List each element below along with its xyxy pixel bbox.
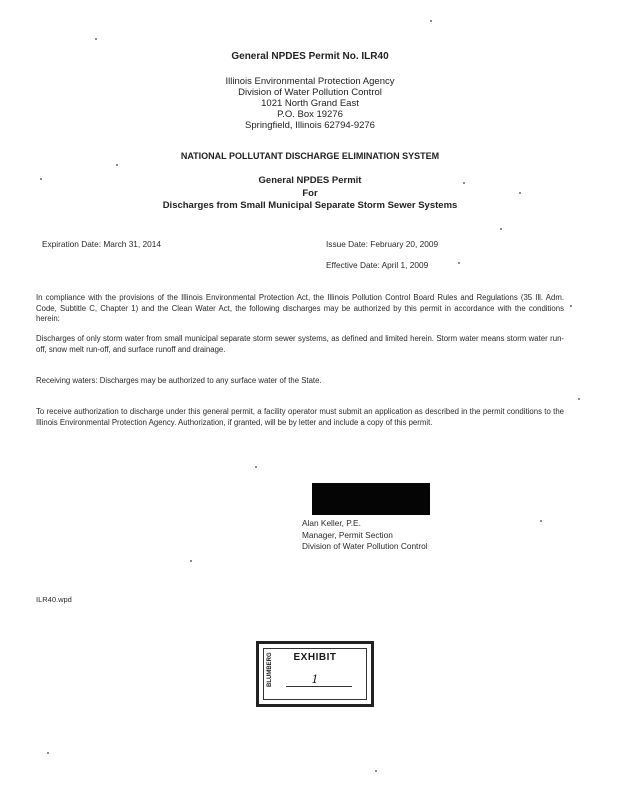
scan-speck — [578, 398, 580, 400]
system-heading: NATIONAL POLLUTANT DISCHARGE ELIMINATION SYSTEM — [180, 151, 440, 161]
issue-date: Issue Date: February 20, 2009 — [326, 239, 439, 249]
exhibit-tab-label: BLUMBERG — [267, 652, 273, 687]
scan-speck — [458, 262, 460, 264]
exhibit-sticker — [256, 641, 374, 707]
agency-street: 1021 North Grand East — [261, 98, 359, 109]
scan-speck — [430, 20, 432, 22]
permit-number-title: General NPDES Permit No. ILR40 — [231, 51, 389, 62]
general-permit-title: General NPDES Permit — [258, 175, 362, 186]
scan-speck — [95, 38, 97, 40]
scan-speck — [190, 560, 192, 562]
scan-speck — [375, 770, 377, 772]
agency-city: Springfield, Illinois 62794-9276 — [245, 120, 375, 131]
discharges-paragraph: Discharges of only storm water from small municipal separate storm sewer systems, as defined and limited herein. Storm water means storm water run-off, snow melt run-off, and surface runoff and drainage. — [36, 334, 564, 354]
discharges-title: Discharges from Small Municipal Separate Storm Sewer Systems — [162, 200, 458, 211]
exhibit-number: 1 — [311, 673, 319, 686]
agency-po-box: P.O. Box 19276 — [277, 109, 343, 120]
expiration-date: Expiration Date: March 31, 2014 — [42, 239, 161, 249]
scan-speck — [255, 466, 257, 468]
authorization-paragraph: To receive authorization to discharge under this general permit, a facility operator must submit an application as described in the permit conditions to the Illinois Environmental Protection Agency. Authorization, if granted, will be by letter and include a copy of this permit. — [36, 407, 564, 427]
agency-division: Division of Water Pollution Control — [238, 87, 382, 98]
signer-name: Alan Keller, P.E. — [302, 518, 361, 528]
for-text: For — [302, 188, 318, 199]
compliance-paragraph: In compliance with the provisions of the Illinois Environmental Protection Act, the Illinois Pollution Control Board Rules and Regulations (35 Ill. Adm. Code, Subtitle C, Chapter 1) and the Clean Water Act, the following discharges may be authorized by this permit in accordance with the conditions herein: — [36, 293, 564, 323]
exhibit-label: EXHIBIT — [293, 652, 337, 663]
signer-division: Division of Water Pollution Control — [302, 541, 428, 551]
effective-date: Effective Date: April 1, 2009 — [326, 260, 429, 270]
file-reference: ILR40.wpd — [36, 595, 72, 604]
exhibit-number-line — [286, 686, 352, 687]
scan-speck — [540, 520, 542, 522]
scan-speck — [40, 178, 42, 180]
scan-speck — [463, 182, 465, 184]
scan-speck — [519, 192, 521, 194]
scan-speck — [116, 164, 118, 166]
receiving-waters-paragraph: Receiving waters: Discharges may be authorized to any surface water of the State. — [36, 376, 322, 385]
scan-speck — [500, 228, 502, 230]
scan-speck — [47, 752, 49, 754]
signer-title: Manager, Permit Section — [302, 530, 393, 540]
scan-speck — [570, 305, 572, 307]
redacted-signature — [312, 483, 430, 515]
agency-name: Illinois Environmental Protection Agency — [225, 76, 395, 87]
